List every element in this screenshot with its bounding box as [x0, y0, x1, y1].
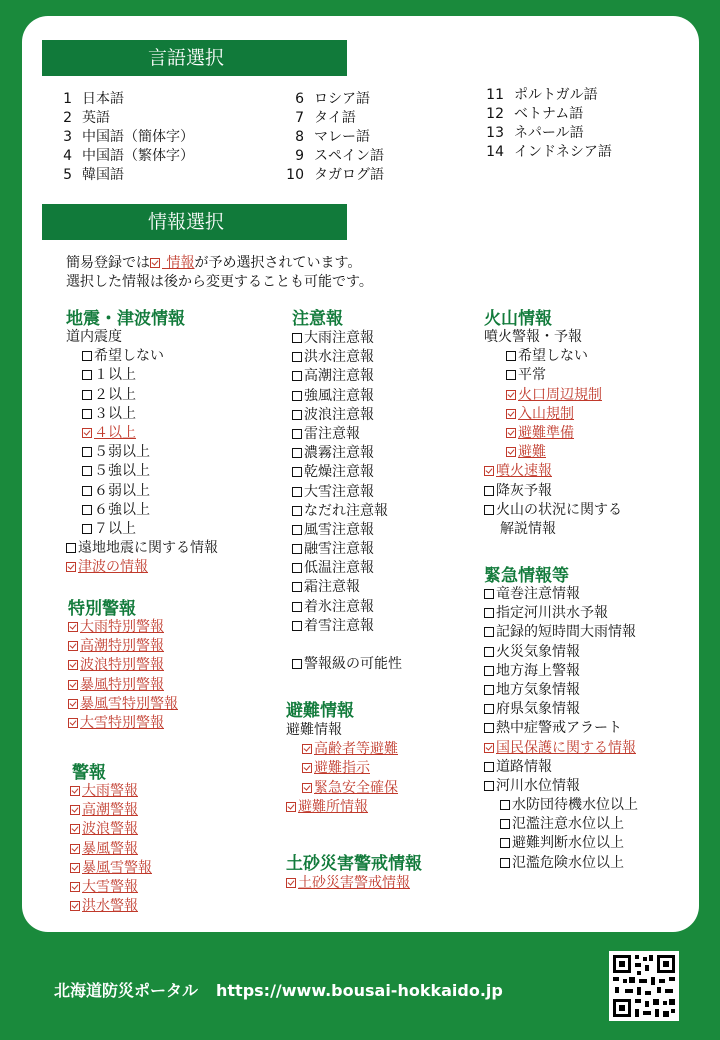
checkbox-label: 大雨注意報 [304, 330, 374, 346]
checkbox-icon[interactable] [82, 505, 92, 515]
checkbox-icon[interactable] [484, 781, 494, 791]
checkbox-item[interactable] [286, 759, 398, 778]
checkbox-label: 暴風雪警報 [82, 859, 152, 876]
language-name: 中国語（繁体字） [82, 148, 194, 164]
language-name: ベトナム語 [514, 106, 584, 122]
heading-evacuation: 避難情報 [286, 701, 354, 721]
checkbox-icon[interactable] [484, 589, 494, 599]
checkbox-label: 大雪警報 [82, 878, 138, 895]
checkbox-icon[interactable] [292, 448, 302, 458]
checkbox-label: 風雪注意報 [304, 521, 374, 538]
checked-checkbox-icon[interactable] [302, 744, 312, 754]
checkbox-label: 氾濫注意水位以上 [512, 816, 624, 833]
checkbox-item[interactable] [68, 676, 178, 695]
language-name: 日本語 [82, 91, 124, 107]
checkbox-label: 高齢者等避難 [314, 741, 398, 758]
checkbox-label: 入山規制 [518, 405, 574, 422]
checkbox-item[interactable] [70, 878, 152, 897]
checkbox-icon[interactable] [292, 429, 302, 439]
checkbox-icon[interactable] [500, 838, 510, 848]
checkbox-label: 大雨特別警報 [80, 619, 164, 635]
checked-checkbox-icon[interactable] [506, 409, 516, 419]
checkbox-icon[interactable] [292, 582, 302, 592]
checkbox-item[interactable] [292, 655, 402, 674]
checkbox-item[interactable] [292, 559, 388, 578]
language-item [482, 86, 612, 105]
language-number: 13 [486, 125, 504, 141]
language-number: 2 [63, 110, 72, 126]
warning-list [70, 782, 152, 916]
checkbox-icon[interactable] [484, 505, 494, 515]
language-item [50, 90, 194, 109]
checkbox-icon[interactable] [292, 659, 302, 669]
language-item [282, 128, 384, 147]
checked-checkbox-icon[interactable] [68, 718, 78, 728]
checked-checkbox-icon[interactable] [506, 390, 516, 400]
checkbox-icon[interactable] [484, 723, 494, 733]
checkbox-label: 道路情報 [496, 758, 552, 775]
checkbox-label: 府県気象情報 [496, 701, 580, 718]
checkbox-label: 洪水注意報 [304, 349, 374, 366]
checkbox-item[interactable] [66, 482, 218, 501]
group-sub-label: 避難情報 [286, 722, 342, 738]
checkbox-label: ５弱以上 [94, 444, 150, 461]
checked-checkbox-icon[interactable] [286, 878, 296, 888]
checkbox-label: 降灰予報 [496, 482, 552, 499]
language-name: インドネシア語 [514, 144, 612, 160]
language-name: 中国語（簡体字） [82, 129, 194, 145]
checkbox-item[interactable] [70, 820, 152, 839]
volcano-list [484, 328, 622, 539]
checkbox-item[interactable] [292, 329, 388, 348]
info-section-banner [42, 204, 347, 240]
language-item [50, 166, 194, 185]
language-number: 8 [295, 129, 304, 145]
checkbox-label: 高潮特別警報 [80, 638, 164, 655]
checkbox-item[interactable] [484, 854, 638, 873]
checkbox-item[interactable] [484, 643, 638, 662]
checked-checkbox-icon[interactable] [66, 562, 76, 572]
checked-checkbox-icon[interactable] [302, 783, 312, 793]
checkbox-label: 国民保護に関する情報 [496, 739, 636, 756]
heading-earthquake: 地震・津波情報 [66, 309, 185, 329]
checkbox-label: 河川水位情報 [496, 777, 580, 794]
checked-checkbox-icon[interactable] [68, 699, 78, 709]
checkbox-label: 濃霧注意報 [304, 445, 374, 462]
checkbox-label: 火口周辺規制 [518, 386, 602, 403]
checkbox-item[interactable] [484, 482, 622, 501]
checkbox-icon[interactable] [500, 800, 510, 810]
checkbox-item[interactable] [484, 681, 638, 700]
checkbox-label: 避難所情報 [298, 798, 368, 815]
checked-checkbox-icon[interactable] [68, 622, 78, 632]
emergency-list [484, 585, 638, 873]
checkbox-item[interactable] [484, 443, 622, 462]
checkbox-item[interactable] [292, 444, 388, 463]
checkbox-item[interactable] [286, 740, 398, 759]
heading-emergency: 緊急情報等 [484, 566, 569, 586]
checkbox-label: 記録的短時間大雨情報 [496, 624, 636, 641]
checkbox-item[interactable] [292, 540, 388, 559]
checkbox-item[interactable] [484, 424, 622, 443]
checked-checkbox-icon[interactable] [484, 466, 494, 476]
checkbox-label: ７以上 [94, 520, 136, 537]
checkbox-label: ５強以上 [94, 463, 150, 480]
checkbox-icon[interactable] [82, 486, 92, 496]
checkbox-item[interactable] [292, 348, 388, 367]
language-number: 4 [63, 148, 72, 164]
checkbox-label: 熱中症警戒アラート [496, 720, 622, 737]
checked-checkbox-icon [150, 258, 160, 268]
language-item [482, 124, 612, 143]
checkbox-label: 土砂災害警戒情報 [298, 875, 410, 891]
landslide-list [286, 874, 410, 893]
checkbox-icon[interactable] [484, 647, 494, 657]
checkbox-item[interactable] [70, 897, 152, 916]
checkbox-label: 暴風雪特別警報 [80, 695, 178, 712]
checkbox-label: 遠地地震に関する情報 [78, 540, 218, 557]
checkbox-item[interactable] [66, 558, 218, 577]
checkbox-item[interactable] [70, 782, 152, 801]
checkbox-item[interactable] [70, 859, 152, 878]
checked-checkbox-icon[interactable] [70, 824, 80, 834]
language-number: 12 [486, 106, 504, 122]
heading-warning: 警報 [72, 763, 106, 783]
checkbox-icon[interactable] [82, 370, 92, 380]
checkbox-label: 希望しない [94, 348, 164, 365]
evacuation-list [286, 721, 398, 817]
checkbox-label: 警報級の可能性 [304, 656, 402, 672]
language-number: 10 [286, 167, 304, 183]
language-number: 6 [295, 91, 304, 107]
intro-text: 簡易登録では [66, 255, 150, 271]
checkbox-item[interactable] [292, 367, 388, 386]
language-name: 英語 [82, 110, 110, 126]
checkbox-icon[interactable] [66, 543, 76, 553]
checked-checkbox-icon[interactable] [68, 641, 78, 651]
checkbox-label: 低温注意報 [304, 560, 374, 577]
checkbox-label: 氾濫危険水位以上 [512, 854, 624, 871]
heading-special-warning: 特別警報 [68, 599, 136, 619]
checkbox-item[interactable] [292, 463, 388, 482]
checkbox-label: 平常 [518, 367, 546, 384]
checkbox-item[interactable] [484, 347, 622, 366]
portal-url[interactable]: https://www.bousai-hokkaido.jp [216, 981, 503, 1000]
checkbox-item[interactable] [286, 874, 410, 893]
checked-checkbox-icon[interactable] [484, 743, 494, 753]
language-name: タイ語 [314, 110, 356, 126]
checkbox-item[interactable] [484, 604, 638, 623]
checkbox-label: 津波の情報 [78, 559, 148, 576]
checkbox-label: 大雪特別警報 [80, 714, 164, 731]
selected-marker-example [150, 255, 194, 271]
checkbox-label: 避難準備 [518, 424, 574, 441]
language-item [282, 166, 384, 185]
checkbox-item[interactable] [66, 424, 218, 443]
checkbox-icon[interactable] [500, 819, 510, 829]
checkbox-item[interactable] [68, 618, 178, 637]
checkbox-label: 着雪注意報 [304, 617, 374, 634]
checkbox-item[interactable] [292, 578, 388, 597]
group-sub-label: 噴火警報・予報 [484, 329, 582, 345]
checkbox-label: 指定河川洪水予報 [496, 605, 608, 622]
checkbox-icon[interactable] [484, 762, 494, 772]
intro-text: が予め選択されています。 [194, 255, 362, 271]
checkbox-item[interactable] [66, 501, 218, 520]
checkbox-label: 融雪注意報 [304, 541, 374, 558]
checked-checkbox-icon[interactable] [70, 805, 80, 815]
checkbox-label: 地方海上警報 [496, 662, 580, 679]
checkbox-item[interactable] [70, 840, 152, 859]
language-number: 1 [63, 91, 72, 107]
checkbox-label: ６強以上 [94, 501, 150, 518]
checkbox-item[interactable] [286, 798, 398, 817]
checkbox-icon[interactable] [292, 391, 302, 401]
info-section-title: 情報選択 [148, 211, 225, 233]
language-item [282, 147, 384, 166]
checkbox-label: 波浪特別警報 [80, 657, 164, 674]
qr-code[interactable] [609, 951, 679, 1021]
checkbox-icon[interactable] [292, 467, 302, 477]
checkbox-item[interactable] [292, 617, 388, 636]
checkbox-icon[interactable] [292, 487, 302, 497]
checked-checkbox-icon[interactable] [68, 660, 78, 670]
checkbox-item[interactable] [66, 386, 218, 405]
checkbox-item[interactable] [484, 501, 622, 520]
checkbox-item[interactable] [484, 662, 638, 681]
heading-landslide: 土砂災害警戒情報 [286, 854, 422, 874]
checkbox-label: 雷注意報 [304, 425, 360, 442]
language-name: ネパール語 [514, 125, 584, 141]
checkbox-icon[interactable] [292, 371, 302, 381]
language-name: タガログ語 [314, 167, 384, 183]
checkbox-label: ２以上 [94, 386, 136, 403]
language-name: ロシア語 [314, 91, 370, 107]
checked-checkbox-icon[interactable] [70, 844, 80, 854]
checkbox-icon[interactable] [82, 466, 92, 476]
checkbox-icon[interactable] [484, 627, 494, 637]
checkbox-item[interactable] [66, 443, 218, 462]
checkbox-item[interactable] [292, 521, 388, 540]
checkbox-icon[interactable] [292, 352, 302, 362]
checkbox-icon[interactable] [292, 506, 302, 516]
checkbox-label: １以上 [94, 367, 136, 384]
checkbox-icon[interactable] [484, 704, 494, 714]
checkbox-item[interactable] [484, 405, 622, 424]
group-sub-label: 道内震度 [66, 329, 122, 345]
special-warning-list [68, 618, 178, 733]
checkbox-item[interactable] [484, 815, 638, 834]
checkbox-item[interactable] [68, 637, 178, 656]
checkbox-label: 火災気象情報 [496, 643, 580, 660]
checkbox-icon[interactable] [484, 685, 494, 695]
checkbox-label: 波浪警報 [82, 821, 138, 838]
advisory-list [292, 329, 388, 636]
checked-checkbox-icon[interactable] [68, 680, 78, 690]
heading-volcano: 火山情報 [484, 309, 552, 329]
checkbox-item[interactable] [484, 834, 638, 853]
checkbox-item[interactable] [484, 386, 622, 405]
checkbox-icon[interactable] [484, 666, 494, 676]
checkbox-label: 洪水警報 [82, 898, 138, 915]
checkbox-item[interactable] [66, 347, 218, 366]
checkbox-item[interactable] [292, 483, 388, 502]
info-intro [66, 254, 373, 292]
checked-checkbox-icon[interactable] [70, 786, 80, 796]
language-name: マレー語 [314, 129, 370, 145]
checkbox-item[interactable] [68, 714, 178, 733]
checkbox-icon[interactable] [506, 351, 516, 361]
checkbox-item[interactable] [292, 425, 388, 444]
language-item [282, 90, 384, 109]
checkbox-label: 大雨警報 [82, 783, 138, 799]
language-section-title: 言語選択 [148, 47, 225, 69]
checkbox-item[interactable] [484, 366, 622, 385]
checkbox-icon[interactable] [292, 621, 302, 631]
checkbox-icon[interactable] [484, 608, 494, 618]
group-sub-label: 解説情報 [500, 520, 556, 537]
checkbox-label: ６弱以上 [94, 482, 150, 499]
checked-checkbox-icon[interactable] [70, 882, 80, 892]
checkbox-label: 強風注意報 [304, 387, 374, 404]
language-number: 5 [63, 167, 72, 183]
checkbox-label: ４以上 [94, 424, 136, 441]
checkbox-item[interactable] [484, 796, 638, 815]
checkbox-icon[interactable] [82, 524, 92, 534]
checkbox-item[interactable] [70, 801, 152, 820]
checkbox-label: 大雪注意報 [304, 483, 374, 500]
language-number: 3 [63, 129, 72, 145]
checkbox-label: 噴火速報 [496, 463, 552, 480]
checkbox-item[interactable] [68, 695, 178, 714]
checkbox-item[interactable] [484, 739, 638, 758]
language-number: 7 [295, 110, 304, 126]
portal-name: 北海道防災ポータル [54, 981, 199, 1000]
checked-checkbox-icon[interactable] [70, 863, 80, 873]
language-name: スペイン語 [314, 148, 384, 164]
language-item [50, 147, 194, 166]
checkbox-label: 避難判断水位以上 [512, 835, 624, 852]
checkbox-label: 着氷注意報 [304, 598, 374, 615]
checkbox-label: 水防団待機水位以上 [512, 797, 638, 814]
checkbox-label: 高潮警報 [82, 802, 138, 819]
checkbox-item[interactable] [292, 406, 388, 425]
checked-checkbox-icon[interactable] [82, 428, 92, 438]
checkbox-icon[interactable] [292, 525, 302, 535]
checkbox-item[interactable] [66, 520, 218, 539]
checkbox-item[interactable] [66, 462, 218, 481]
checked-checkbox-icon[interactable] [286, 802, 296, 812]
language-number: 14 [486, 144, 504, 160]
checked-checkbox-icon[interactable] [70, 901, 80, 911]
language-list-col-3 [482, 86, 612, 162]
checked-checkbox-icon[interactable] [506, 447, 516, 457]
language-name: ポルトガル語 [514, 87, 598, 103]
qr-code-icon [609, 951, 679, 1021]
checkbox-item[interactable] [292, 502, 388, 521]
checkbox-icon[interactable] [292, 563, 302, 573]
checkbox-label: 緊急安全確保 [314, 779, 398, 796]
checkbox-label: 乾燥注意報 [304, 464, 374, 481]
advisory-extra [292, 655, 402, 674]
checkbox-label: 火山の状況に関する [496, 501, 622, 518]
language-item [50, 128, 194, 147]
checkbox-label: 暴風特別警報 [80, 676, 164, 693]
checkbox-item[interactable] [292, 598, 388, 617]
footer [54, 978, 503, 1001]
checkbox-item[interactable] [66, 539, 218, 558]
checkbox-icon[interactable] [292, 410, 302, 420]
checkbox-icon[interactable] [82, 447, 92, 457]
language-number: 9 [295, 148, 304, 164]
language-list-col-1 [50, 90, 194, 185]
language-item [482, 143, 612, 162]
checkbox-label: 高潮注意報 [304, 368, 374, 385]
checkbox-label: 希望しない [518, 348, 588, 365]
checkbox-item[interactable] [66, 366, 218, 385]
checkbox-item[interactable] [484, 585, 638, 604]
language-list-col-2 [282, 90, 384, 185]
checkbox-icon[interactable] [82, 409, 92, 419]
heading-advisory: 注意報 [292, 309, 343, 329]
checkbox-item[interactable] [484, 719, 638, 738]
checkbox-icon[interactable] [82, 390, 92, 400]
checkbox-label: 霜注意報 [304, 579, 360, 596]
intro-text: 選択した情報は後から変更することも可能です。 [66, 274, 373, 290]
checkbox-item[interactable] [484, 777, 638, 796]
checkbox-label: なだれ注意報 [304, 502, 388, 519]
checkbox-item[interactable] [292, 387, 388, 406]
checkbox-label: 地方気象情報 [496, 681, 580, 698]
checkbox-icon[interactable] [484, 486, 494, 496]
checkbox-icon[interactable] [82, 351, 92, 361]
checkbox-icon[interactable] [506, 370, 516, 380]
language-item [482, 105, 612, 124]
checkbox-label: ３以上 [94, 405, 136, 422]
checkbox-label: 波浪注意報 [304, 406, 374, 423]
checkbox-icon[interactable] [292, 333, 302, 343]
checkbox-item[interactable] [484, 758, 638, 777]
checkbox-item[interactable] [484, 700, 638, 719]
checkbox-item[interactable] [68, 656, 178, 675]
checkbox-item[interactable] [286, 779, 398, 798]
checkbox-item[interactable] [484, 623, 638, 642]
checkbox-icon[interactable] [500, 858, 510, 868]
language-item [282, 109, 384, 128]
checkbox-label: 竜巻注意情報 [496, 586, 580, 602]
checked-checkbox-icon[interactable] [506, 428, 516, 438]
checkbox-label: 避難 [518, 444, 546, 461]
intro-highlight: 情報 [166, 255, 195, 271]
language-name: 韓国語 [82, 167, 124, 183]
checked-checkbox-icon[interactable] [302, 763, 312, 773]
language-section-banner [42, 40, 347, 76]
checkbox-label: 避難指示 [314, 760, 370, 777]
checkbox-item[interactable] [484, 462, 622, 481]
checkbox-icon[interactable] [292, 602, 302, 612]
language-number: 11 [486, 87, 504, 103]
checkbox-item[interactable] [66, 405, 218, 424]
earthquake-list [66, 328, 218, 577]
language-item [50, 109, 194, 128]
checkbox-label: 暴風警報 [82, 840, 138, 857]
checkbox-icon[interactable] [292, 544, 302, 554]
